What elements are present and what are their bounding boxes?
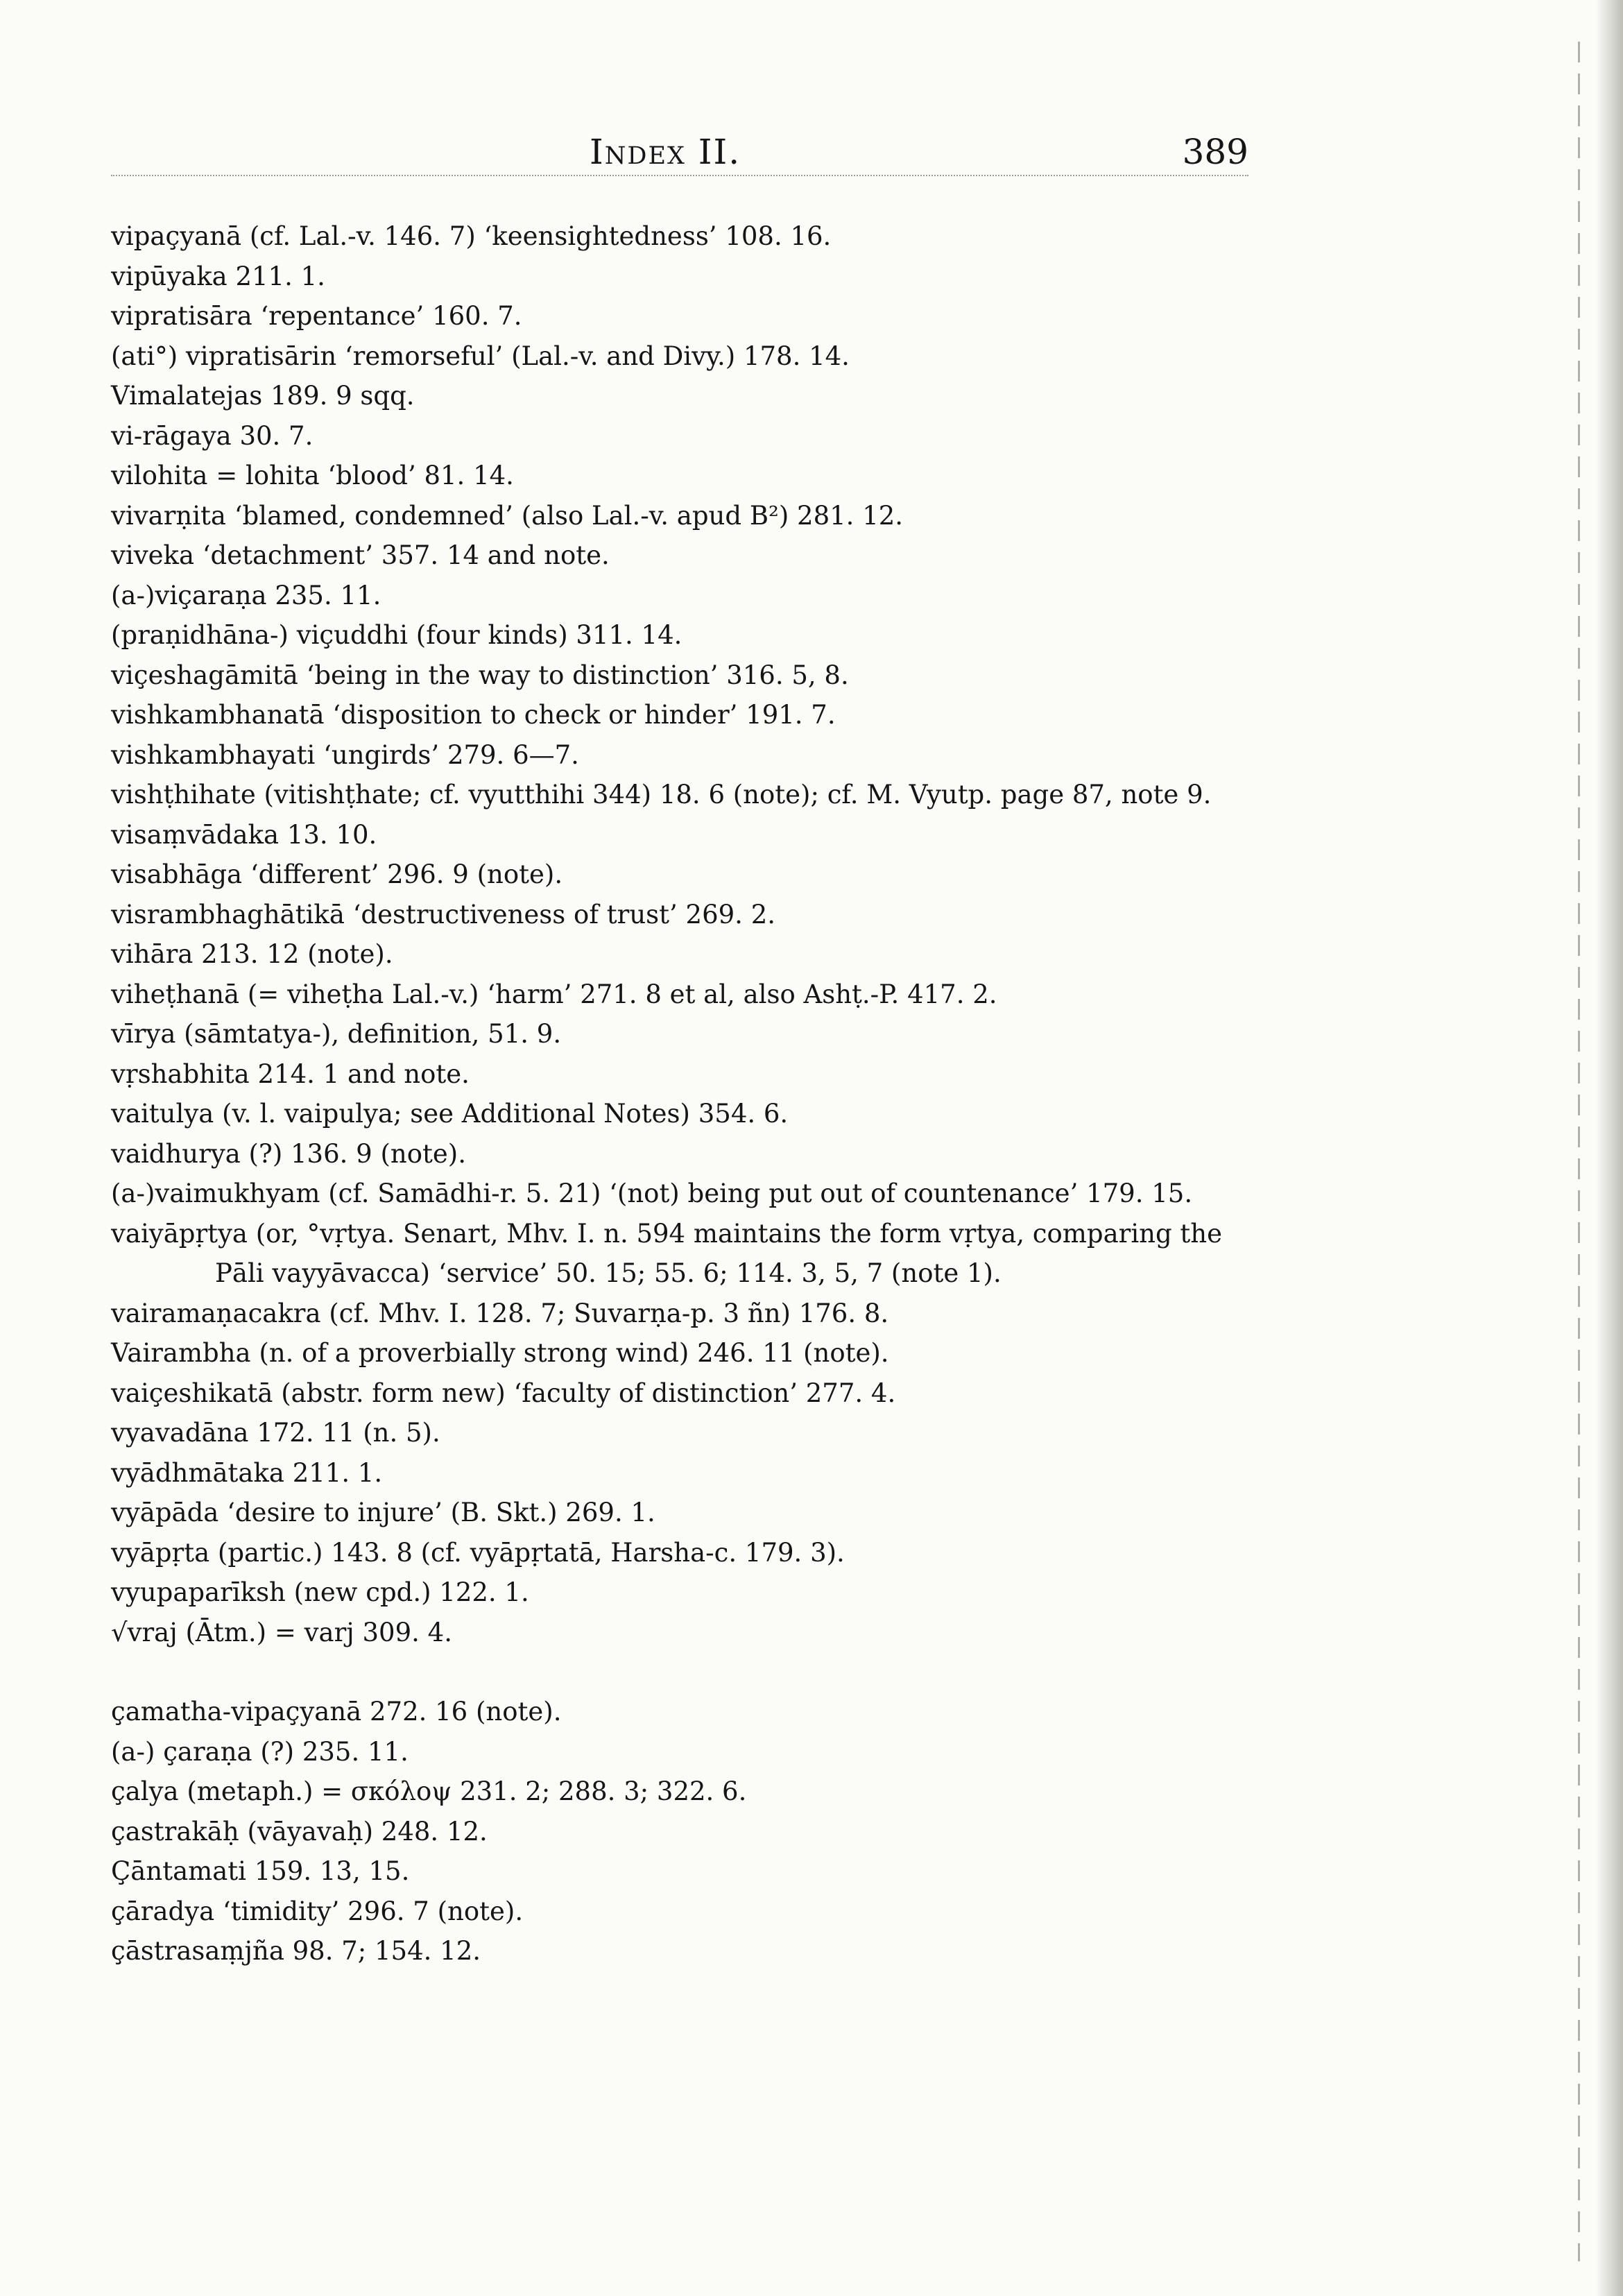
index-entry: (a-)vaimukhyam (cf. Samādhi-r. 5. 21) ‘(not) being put out of countenance’ 179. 15.: [111, 1179, 1193, 1208]
index-group-v: [111, 216, 1255, 1652]
index-entry: viheṭhanā (= viheṭha Lal.-v.) ‘harm’ 271. 8 et al, also Ashṭ.-P. 417. 2.: [111, 979, 997, 1009]
page-header: [111, 126, 1248, 176]
index-entry: viveka ‘detachment’ 357. 14 and note.: [111, 540, 610, 570]
index-entry: vaitulya (v. l. vaipulya; see Additional Notes) 354. 6.: [111, 1099, 789, 1129]
index-entry: Vimalatejas 189. 9 sqq.: [111, 381, 415, 411]
index-entry: vipūyaka 211. 1.: [111, 261, 325, 291]
index-entry: vivarṇita ‘blamed, condemned’ (also Lal.-v. apud B²) 281. 12.: [111, 500, 904, 531]
index-entry: vipratisāra ‘repentance’ 160. 7.: [111, 301, 522, 331]
group-separator: [111, 1652, 1255, 1692]
index-entry: visabhāga ‘different’ 296. 9 (note).: [111, 859, 563, 889]
index-entry: vṛshabhita 214. 1 and note.: [111, 1059, 470, 1089]
index-entry: vyavadāna 172. 11 (n. 5).: [111, 1418, 440, 1448]
index-entry: vyāpṛta (partic.) 143. 8 (cf. vyāpṛtatā, Harsha-c. 179. 3).: [111, 1537, 845, 1568]
index-entry: Çāntamati 159. 13, 15.: [111, 1856, 410, 1886]
index-body: [111, 216, 1255, 1971]
index-entry: Vairambha (n. of a proverbially strong wind) 246. 11 (note).: [111, 1338, 889, 1368]
running-title: Index II.: [590, 132, 741, 172]
index-entry: vihāra 213. 12 (note).: [111, 939, 393, 969]
index-group-c: [111, 1692, 1255, 1971]
index-entry: vyupaparīksh (new cpd.) 122. 1.: [111, 1577, 529, 1607]
index-entry: çāradya ‘timidity’ 296. 7 (note).: [111, 1896, 524, 1926]
index-entry: çalya (metaph.) = σκόλοψ 231. 2; 288. 3; 322. 6.: [111, 1776, 747, 1806]
binding-shadow-line: [1578, 42, 1580, 2261]
index-entry: vishkambhanatā ‘disposition to check or hinder’ 191. 7.: [111, 700, 836, 730]
index-entry: √vraj (Ātm.) = varj 309. 4.: [111, 1617, 452, 1647]
index-entry: vishṭhihate (vitishṭhate; cf. vyutthihi 344) 18. 6 (note); cf. M. Vyutp. page 87, note 9.: [111, 780, 1212, 809]
index-entry: vaidhurya (?) 136. 9 (note).: [111, 1138, 466, 1169]
page-number: 389: [1182, 132, 1248, 172]
index-entry: vairamaṇacakra (cf. Mhv. I. 128. 7; Suvarṇa-p. 3 ñn) 176. 8.: [111, 1298, 889, 1328]
index-entry: vi-rāgaya 30. 7.: [111, 420, 314, 451]
index-entry: çamatha-vipaçyanā 272. 16 (note).: [111, 1697, 562, 1727]
index-entry: visaṃvādaka 13. 10.: [111, 819, 377, 850]
index-entry: (a-)viçaraṇa 235. 11.: [111, 580, 381, 610]
index-entry: vishkambhayati ‘ungirds’ 279. 6—7.: [111, 739, 579, 770]
index-entry: vyāpāda ‘desire to injure’ (B. Skt.) 269. 1.: [111, 1498, 655, 1527]
index-entry: (praṇidhāna-) viçuddhi (four kinds) 311. 14.: [111, 620, 682, 650]
index-entry: (a-) çaraṇa (?) 235. 11.: [111, 1736, 409, 1767]
index-entry: çastrakāḥ (vāyavaḥ) 248. 12.: [111, 1816, 488, 1847]
index-entry: vaiyāpṛtya (or, °vṛtya. Senart, Mhv. I. n. 594 maintains the form vṛtya, comparing the Pāli vayyāvacca) ‘service’ 50. 15; 55. 6; 114. 3, 5, 7 (note 1).: [111, 1218, 1223, 1288]
index-entry: vilohita = lohita ‘blood’ 81. 14.: [111, 461, 514, 490]
index-entry: vipaçyanā (cf. Lal.-v. 146. 7) ‘keensightedness’ 108. 16.: [111, 221, 832, 251]
index-entry: vaiçeshikatā (abstr. form new) ‘faculty of distinction’ 277. 4.: [111, 1378, 896, 1408]
index-entry: vīrya (sāmtatya-), definition, 51. 9.: [111, 1019, 562, 1049]
index-entry: (ati°) vipratisārin ‘remorseful’ (Lal.-v. and Divy.) 178. 14.: [111, 341, 850, 371]
index-entry: çāstrasaṃjña 98. 7; 154. 12.: [111, 1936, 481, 1966]
index-entry: vyādhmātaka 211. 1.: [111, 1457, 383, 1488]
page-binding-edge: [1595, 0, 1623, 2296]
index-entry: visrambhaghātikā ‘destructiveness of trust’ 269. 2.: [111, 899, 775, 929]
index-entry: viçeshagāmitā ‘being in the way to distinction’ 316. 5, 8.: [111, 660, 849, 690]
